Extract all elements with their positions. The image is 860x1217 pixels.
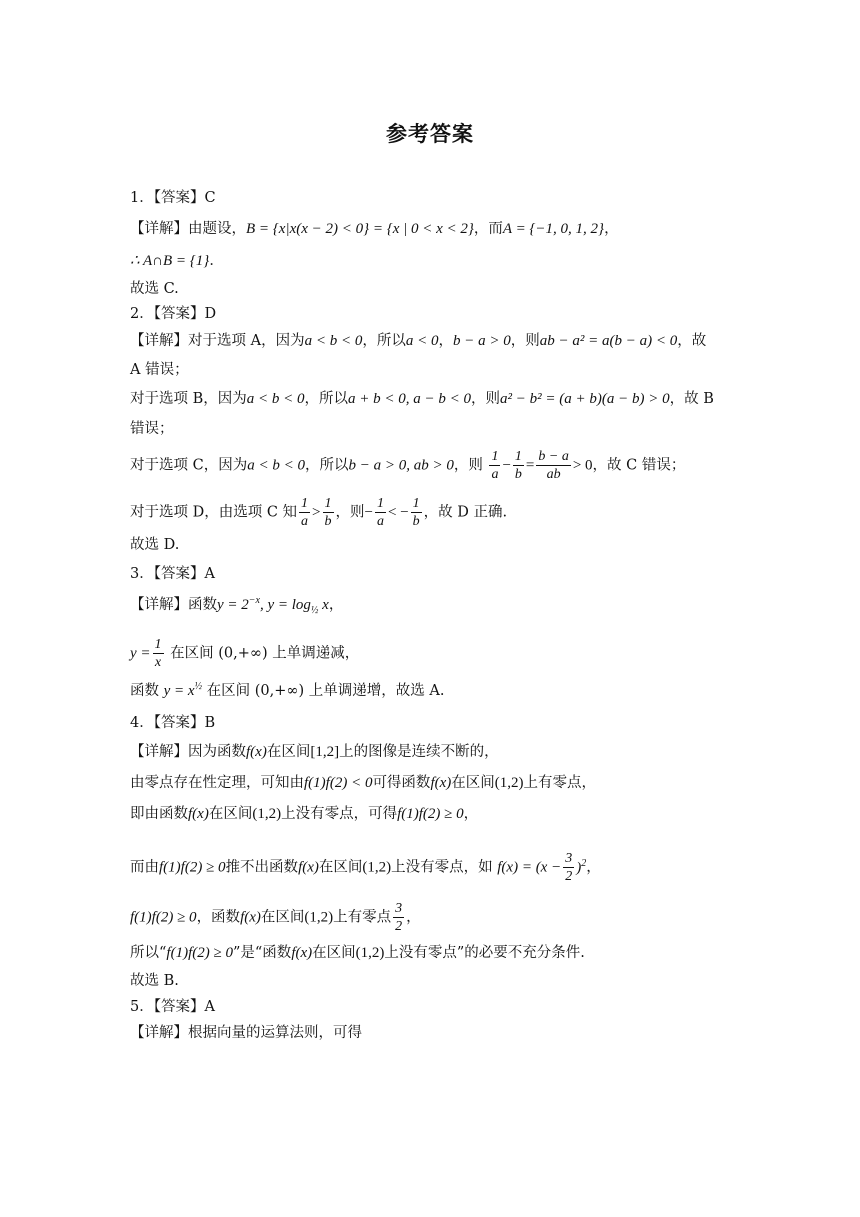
q3-detail-line-2: y = $\frac{1}{x}$ 在区间 (0,+∞) 上单调递减，: [130, 637, 360, 670]
q1-choice: 故选 C.: [130, 281, 179, 297]
q5-answer: 5．【答案】A: [130, 999, 215, 1015]
q3-answer: 3．【答案】A: [130, 566, 215, 582]
q2-detail-line-4: 错误；: [130, 421, 174, 437]
q4-detail-line-2: 由零点存在性定理，可知由f(1)f(2) < 0可得函数f(x)在区间(1,2)上有零点，: [130, 775, 597, 791]
q1-answer: 1．【答案】C: [130, 190, 216, 206]
q4-detail-line-4: 而由f(1)f(2) ≥ 0推不出函数f(x)在区间(1,2)上没有零点，如 f(x) = (x − $\frac{3}{2}$ )$^2$，: [130, 851, 601, 884]
q4-detail-line-1: 【详解】因为函数f(x)在区间[1,2]上的图像是连续不断的，: [130, 744, 499, 760]
q4-answer: 4．【答案】B: [130, 715, 216, 731]
q2-detail-line-1: 【详解】对于选项 A，因为a < b < 0，所以a < 0，b − a > 0，则ab − a² = a(b − a) < 0，故: [130, 333, 707, 349]
q2-choice: 故选 D.: [130, 537, 180, 553]
q1-detail-line-2: ∴ A∩B = {1}．: [130, 253, 224, 269]
q3-detail-line-1: 【详解】函数$y = 2^{-x}$, $y = \log_{\frac{1}{2}} x$，: [130, 595, 344, 616]
q2-detail-line-2: A 错误；: [130, 362, 189, 378]
fraction-c: $\frac{1}{a}$: [491, 449, 499, 482]
q4-detail-line-6: 所以“f(1)f(2) ≥ 0”是“函数f(x)在区间(1,2)上没有零点”的必要不充分条件.: [130, 945, 585, 961]
page-title: 参考答案: [386, 122, 474, 146]
q1-detail-line-1: 【详解】由题设，B = {x|x(x − 2) < 0} = {x | 0 < x < 2}，而A = {−1, 0, 1, 2}，: [130, 221, 619, 237]
q3-detail-line-3: 函数 $y = x^{\frac{1}{2}}$ 在区间 (0,+∞) 上单调递增，故选 A.: [130, 681, 445, 699]
q5-detail-line-1: 【详解】根据向量的运算法则，可得: [130, 1025, 362, 1041]
q4-detail-line-3: 即由函数f(x)在区间(1,2)上没有零点，可得f(1)f(2) ≥ 0，: [130, 806, 479, 822]
q4-choice: 故选 B.: [130, 973, 179, 989]
q4-detail-line-5: f(1)f(2) ≥ 0，函数f(x)在区间(1,2)上有零点 $\frac{3}{2}$ ，: [130, 901, 421, 934]
q2-detail-line-5: 对于选项 C，因为a < b < 0，所以b − a > 0, ab > 0，则 $\frac{1}{a}$ − $\frac{1}{b}$ = $\frac{b - a}{ab}$ > 0，故 C 错误；: [130, 449, 686, 482]
q2-detail-line-3: 对于选项 B，因为a < b < 0，所以a + b < 0, a − b < 0，则a² − b² = (a + b)(a − b) > 0，故 B: [130, 391, 714, 407]
q2-detail-line-6: 对于选项 D，由选项 C 知 $\frac{1}{a}$ > $\frac{1}{b}$ ，则− $\frac{1}{a}$ < − $\frac{1}{b}$ ，故 D 正确.: [130, 496, 508, 529]
q2-answer: 2．【答案】D: [130, 306, 217, 322]
